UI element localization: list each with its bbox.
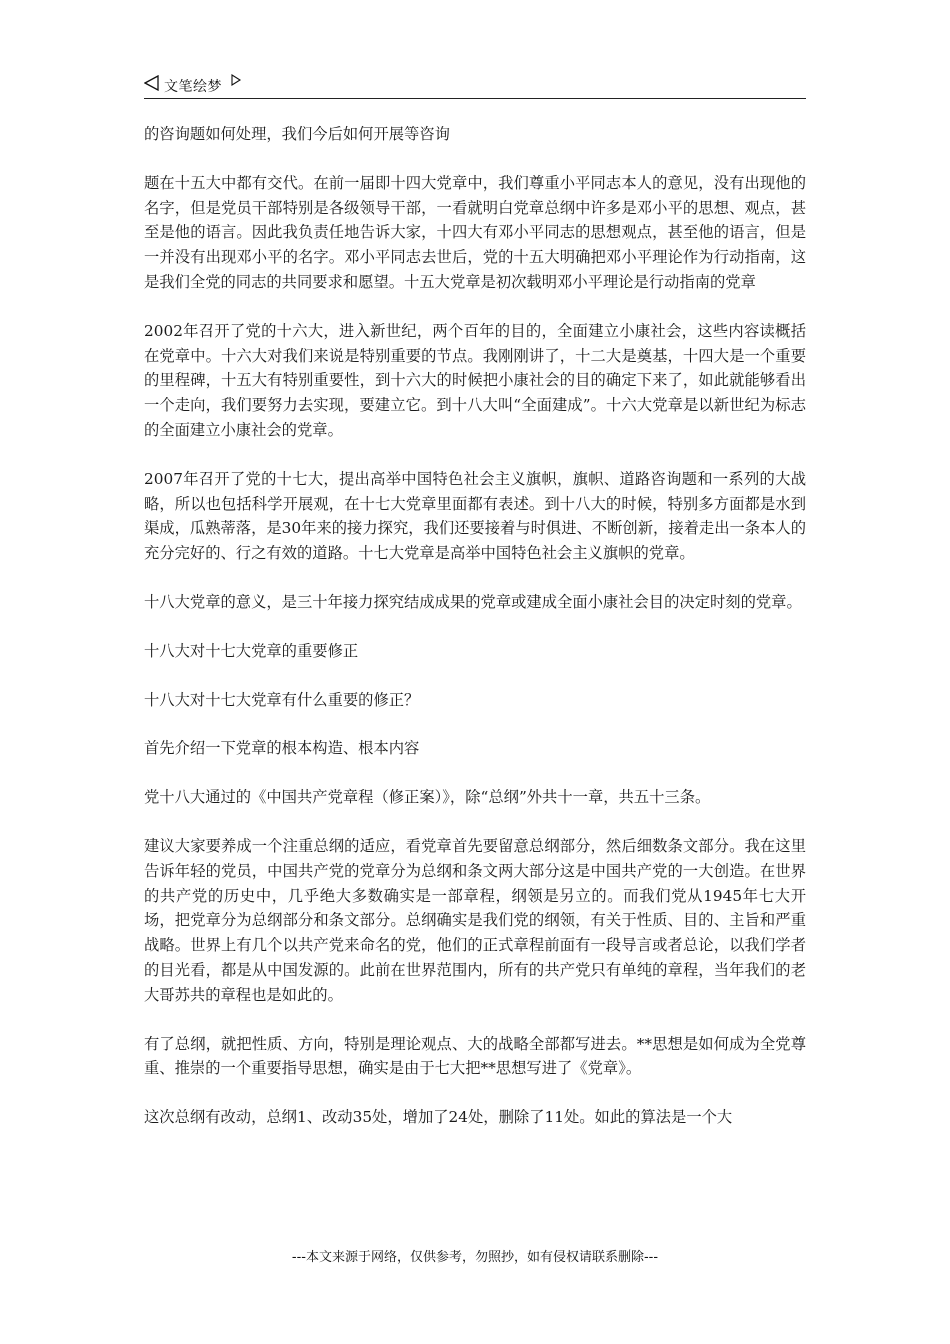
paragraph: 建议大家要养成一个注重总纲的适应，看党章首先要留意总纲部分，然后细数条文部分。我在这里告诉年轻的党员，中国共产党的党章分为总纲和条文两大部分这是中国共产党的一大创造。在世界的共产党的历史中，几乎绝大多数确实是一部章程，纲领是另立的。而我们党从1945年七大开场，把党章分为总纲部分和条文部分。总纲确实是我们党的纲领，有关于性质、目的、主旨和严重战略。世界上有几个以共产党来命名的党，他们的正式章程前面有一段导言或者总论，以我们学者的目光看，都是从中国发源的。此前在世界范围内，所有的共产党只有单纯的章程，当年我们的老大哥苏共的章程也是如此的。 [144, 836, 806, 1004]
right-triangle-icon [230, 74, 242, 86]
paragraph: 有了总纲，就把性质、方向，特别是理论观点、大的战略全部都写进去。**思想是如何成为全党尊重、推崇的一个重要指导思想，确实是由于七大把**思想写进了《党章》。 [144, 1034, 806, 1078]
paragraph: 的咨询题如何处理，我们今后如何开展等咨询 [144, 125, 450, 143]
document-body [144, 122, 806, 1154]
footer-notice: ---本文来源于网络，仅供参考，勿照抄，如有侵权请联系删除--- [291, 1250, 659, 1265]
paragraph: 十八大对十七大党章的重要修正 [144, 641, 359, 660]
paragraph: 十八大对十七大党章有什么重要的修正？ [144, 690, 420, 709]
left-triangle-icon [144, 75, 160, 91]
paragraph: 2007年召开了党的十七大，提出高举中国特色社会主义旗帜，旗帜、道路咨询题和一系列的大战略，所以也包括科学开展观，在十七大党章里面都有表述。到十八大的时候，特别多方面都是水到渠成，瓜熟蒂落，是30年来的接力探究，我们还要接着与时俱进、不断创新，接着走出一条本人的充分完好的、行之有效的道路。十七大党章是高举中国特色社会主义旗帜的党章。 [144, 469, 806, 563]
paragraph: 党十八大通过的《中国共产党章程（修正案）》，除“总纲”外共十一章，共五十三条。 [144, 788, 711, 807]
paragraph: 这次总纲有改动，总纲1、改动35处，增加了24处，删除了11处。如此的算法是一个大 [144, 1108, 733, 1127]
header-brand: 文笔绘梦 [164, 79, 222, 95]
paragraph: 首先介绍一下党章的根本构造、根本内容 [144, 739, 420, 758]
page-header [144, 72, 806, 99]
paragraph: 十八大党章的意义，是三十年接力探究结成成果的党章或建成全面小康社会目的决定时刻的党章。 [144, 592, 802, 611]
paragraph: 题在十五大中都有交代。在前一届即十四大党章中，我们尊重小平同志本人的意见，没有出现他的名字，但是党员干部特别是各级领导干部，一看就明白党章总纲中许多是邓小平的思想、观点，甚至是他的语言。因此我负责任地告诉大家，十四大有邓小平同志的思想观点，甚至他的语言，但是一并没有出现邓小平的名字。邓小平同志去世后，党的十五大明确把邓小平理论作为行动指南，这是我们全党的同志的共同要求和愿望。十五大党章是初次载明邓小平理论是行动指南的党章 [144, 173, 806, 291]
paragraph: 2002年召开了党的十六大，进入新世纪，两个百年的目的，全面建立小康社会，这些内容读概括在党章中。十六大对我们来说是特别重要的节点。我刚刚讲了，十二大是奠基，十四大是一个重要的里程碑，十五大有特别重要性，到十六大的时候把小康社会的目的确定下来了，如此就能够看出一个走向，我们要努力去实现，要建立它。到十八大叫“全面建成”。十六大党章是以新世纪为标志的全面建立小康社会的党章。 [144, 321, 806, 439]
